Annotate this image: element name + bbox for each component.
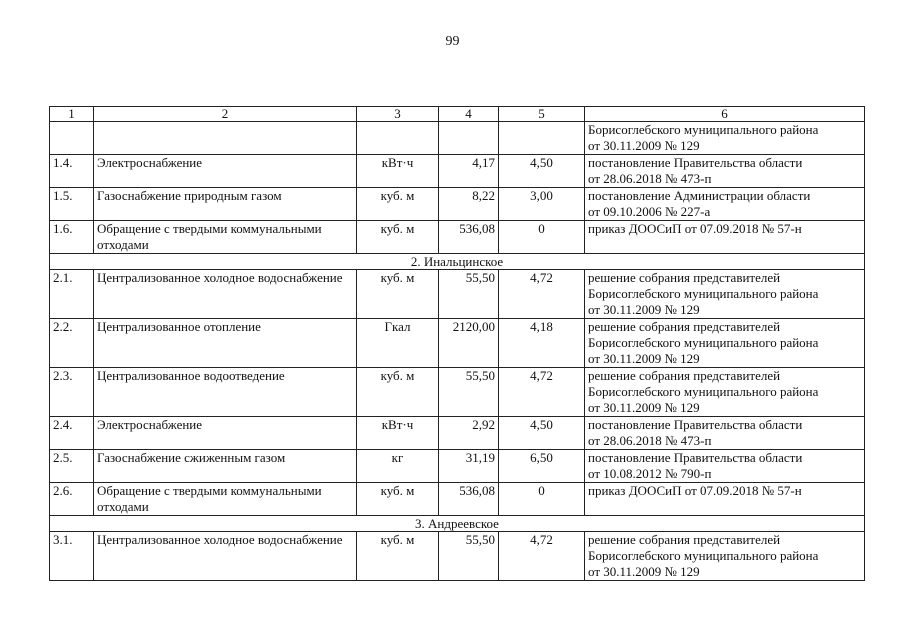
document-cell	[585, 450, 865, 483]
document-line: от 10.08.2012 № 790-п	[588, 466, 712, 481]
section-row	[50, 254, 865, 270]
unit-cell: кВт·ч	[357, 155, 439, 188]
row-number: 1.4.	[50, 155, 94, 188]
service-name: Централизованное холодное водоснабжение	[94, 270, 357, 319]
row-number: 2.3.	[50, 368, 94, 417]
document-cell	[585, 532, 865, 581]
table-row	[50, 319, 865, 368]
document-line: от 09.10.2006 № 227-а	[588, 204, 711, 219]
value-col5: 4,72	[499, 270, 585, 319]
value-col5: 4,72	[499, 532, 585, 581]
unit-cell: куб. м	[357, 483, 439, 516]
header-cell: 6	[585, 107, 865, 122]
document-line: от 28.06.2018 № 473-п	[588, 433, 712, 448]
value-col5: 0	[499, 483, 585, 516]
document-cell	[585, 319, 865, 368]
service-name: Газоснабжение природным газом	[94, 188, 357, 221]
document-line: Борисоглебского муниципального района	[588, 335, 819, 350]
table-row	[50, 532, 865, 581]
service-name: Электроснабжение	[94, 417, 357, 450]
tariff-table	[49, 106, 865, 581]
value-col5: 4,50	[499, 417, 585, 450]
value-col5: 6,50	[499, 450, 585, 483]
service-name: Обращение с твердыми коммунальными отходами	[94, 221, 357, 254]
value-col4: 8,22	[439, 188, 499, 221]
value-col4: 55,50	[439, 368, 499, 417]
row-number: 2.4.	[50, 417, 94, 450]
value-col4: 4,17	[439, 155, 499, 188]
document-line: от 30.11.2009 № 129	[588, 400, 700, 415]
document-cell	[585, 122, 865, 155]
unit-cell: кВт·ч	[357, 417, 439, 450]
document-line: постановление Правительства области	[588, 450, 803, 465]
value-col4	[439, 122, 499, 155]
value-col5: 0	[499, 221, 585, 254]
document-cell	[585, 155, 865, 188]
service-name: Электроснабжение	[94, 155, 357, 188]
document-cell	[585, 221, 865, 254]
row-number: 3.1.	[50, 532, 94, 581]
table-row	[50, 221, 865, 254]
service-name: Централизованное отопление	[94, 319, 357, 368]
value-col4: 2,92	[439, 417, 499, 450]
document-line: от 30.11.2009 № 129	[588, 564, 700, 579]
value-col4: 31,19	[439, 450, 499, 483]
service-name: Централизованное холодное водоснабжение	[94, 532, 357, 581]
document-line: Борисоглебского муниципального района	[588, 384, 819, 399]
unit-cell: кг	[357, 450, 439, 483]
document-line: приказ ДООСиП от 07.09.2018 № 57-н	[588, 221, 802, 236]
row-number	[50, 122, 94, 155]
document-cell	[585, 368, 865, 417]
value-col5: 3,00	[499, 188, 585, 221]
table-row	[50, 155, 865, 188]
document-cell	[585, 270, 865, 319]
document-line: постановление Правительства области	[588, 155, 803, 170]
document-line: Борисоглебского муниципального района	[588, 286, 819, 301]
row-number: 1.6.	[50, 221, 94, 254]
value-col5: 4,50	[499, 155, 585, 188]
table-row	[50, 270, 865, 319]
unit-cell: куб. м	[357, 368, 439, 417]
unit-cell: Гкал	[357, 319, 439, 368]
service-name: Централизованное водоотведение	[94, 368, 357, 417]
value-col5	[499, 122, 585, 155]
document-line: решение собрания представителей	[588, 368, 781, 383]
document-cell	[585, 417, 865, 450]
document-line: Борисоглебского муниципального района	[588, 548, 819, 563]
table-header-row	[50, 107, 865, 122]
row-number: 2.6.	[50, 483, 94, 516]
service-name: Обращение с твердыми коммунальными отходами	[94, 483, 357, 516]
unit-cell	[357, 122, 439, 155]
table-row	[50, 368, 865, 417]
document-line: от 30.11.2009 № 129	[588, 138, 700, 153]
table-body	[50, 107, 865, 581]
value-col4: 2120,00	[439, 319, 499, 368]
unit-cell: куб. м	[357, 221, 439, 254]
service-name	[94, 122, 357, 155]
value-col5: 4,72	[499, 368, 585, 417]
document-cell	[585, 483, 865, 516]
section-title: 3. Андреевское	[50, 516, 865, 532]
document-line: решение собрания представителей	[588, 532, 781, 547]
section-row	[50, 516, 865, 532]
value-col4: 536,08	[439, 483, 499, 516]
document-line: от 28.06.2018 № 473-п	[588, 171, 712, 186]
document-line: решение собрания представителей	[588, 319, 781, 334]
section-title: 2. Инальцинское	[50, 254, 865, 270]
row-number: 2.1.	[50, 270, 94, 319]
document-line: решение собрания представителей	[588, 270, 781, 285]
table-row	[50, 450, 865, 483]
document-line: постановление Правительства области	[588, 417, 803, 432]
row-number: 2.5.	[50, 450, 94, 483]
value-col4: 536,08	[439, 221, 499, 254]
document-cell	[585, 188, 865, 221]
row-number: 1.5.	[50, 188, 94, 221]
document-line: приказ ДООСиП от 07.09.2018 № 57-н	[588, 483, 802, 498]
page-number: 99	[445, 34, 460, 49]
value-col4: 55,50	[439, 532, 499, 581]
document-line: от 30.11.2009 № 129	[588, 351, 700, 366]
table-row	[50, 188, 865, 221]
row-number: 2.2.	[50, 319, 94, 368]
header-cell: 3	[357, 107, 439, 122]
unit-cell: куб. м	[357, 270, 439, 319]
header-cell: 5	[499, 107, 585, 122]
table-row	[50, 122, 865, 155]
value-col5: 4,18	[499, 319, 585, 368]
document-line: постановление Администрации области	[588, 188, 811, 203]
document-line: от 30.11.2009 № 129	[588, 302, 700, 317]
table-row	[50, 483, 865, 516]
header-cell: 1	[50, 107, 94, 122]
header-cell: 2	[94, 107, 357, 122]
service-name: Газоснабжение сжиженным газом	[94, 450, 357, 483]
header-cell: 4	[439, 107, 499, 122]
document-line: Борисоглебского муниципального района	[588, 122, 819, 137]
unit-cell: куб. м	[357, 188, 439, 221]
table-row	[50, 417, 865, 450]
value-col4: 55,50	[439, 270, 499, 319]
unit-cell: куб. м	[357, 532, 439, 581]
